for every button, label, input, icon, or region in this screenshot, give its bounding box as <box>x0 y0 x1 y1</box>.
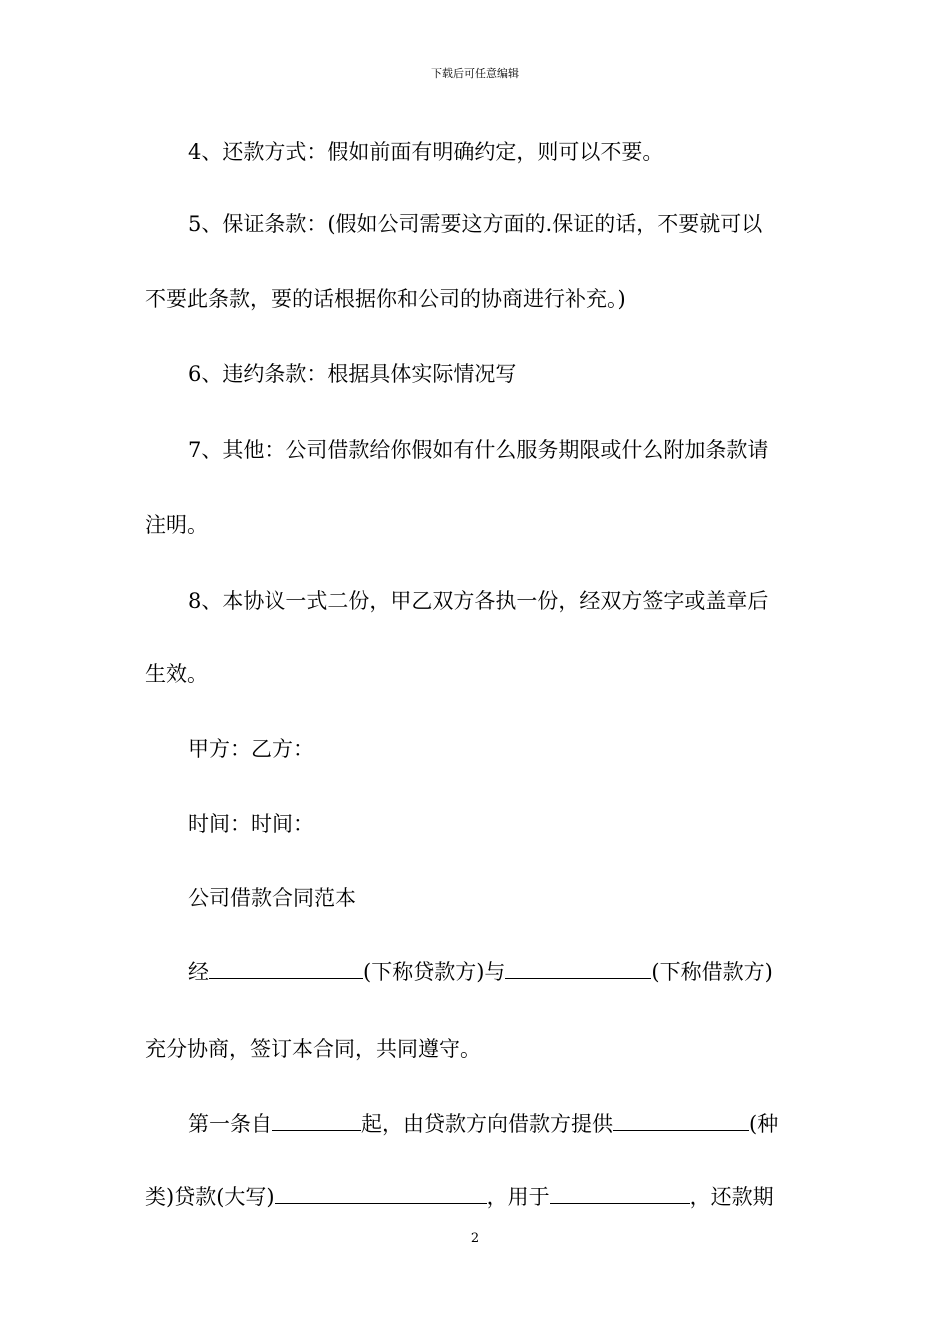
article-1-line-1 <box>188 1110 778 1138</box>
article-1-text-b: 起，由贷款方向借款方提供 <box>361 1112 613 1136</box>
article-1-text-f: ，还款期 <box>689 1185 774 1209</box>
page-number: 2 <box>470 1231 480 1246</box>
clause-6: 6、违约条款：根据具体实际情况写 <box>188 362 517 386</box>
article-1-text-a: 第一条自 <box>188 1112 272 1136</box>
signature-time: 时间：时间： <box>188 812 314 836</box>
start-date-blank <box>272 1110 361 1131</box>
borrower-name-blank <box>505 958 651 979</box>
intro-text-c: (下称借款方) <box>651 960 773 984</box>
article-1-line-2 <box>145 1183 774 1211</box>
loan-amount-blank <box>275 1183 487 1204</box>
contract-intro-line-1 <box>188 958 773 986</box>
lender-name-blank <box>209 958 363 979</box>
clause-8-line-2: 生效。 <box>145 662 208 686</box>
clause-7-line-1: 7、其他：公司借款给你假如有什么服务期限或什么附加条款请 <box>188 438 769 462</box>
clause-5-line-2: 不要此条款，要的话根据你和公司的协商进行补充。) <box>145 287 626 311</box>
intro-text-a: 经 <box>188 960 209 984</box>
signature-parties: 甲方：乙方： <box>188 737 314 761</box>
article-1-text-e: ，用于 <box>486 1185 550 1209</box>
intro-text-b: (下称贷款方)与 <box>363 960 506 984</box>
clause-5-line-1: 5、保证条款：(假如公司需要这方面的.保证的话，不要就可以 <box>188 212 763 236</box>
clause-7-line-2: 注明。 <box>145 513 208 537</box>
clause-8-line-1: 8、本协议一式二份，甲乙双方各执一份，经双方签字或盖章后 <box>188 589 769 613</box>
contract-intro-line-2: 充分协商，签订本合同，共同遵守。 <box>145 1037 481 1061</box>
clause-4: 4、还款方式：假如前面有明确约定，则可以不要。 <box>188 140 664 164</box>
contract-title: 公司借款合同范本 <box>188 886 356 910</box>
article-1-text-c: (种 <box>749 1112 779 1136</box>
article-1-text-d: 类)贷款(大写) <box>145 1185 275 1209</box>
loan-purpose-blank <box>550 1183 690 1204</box>
page-header: 下载后可任意编辑 <box>431 67 519 80</box>
loan-type-blank <box>613 1110 749 1131</box>
